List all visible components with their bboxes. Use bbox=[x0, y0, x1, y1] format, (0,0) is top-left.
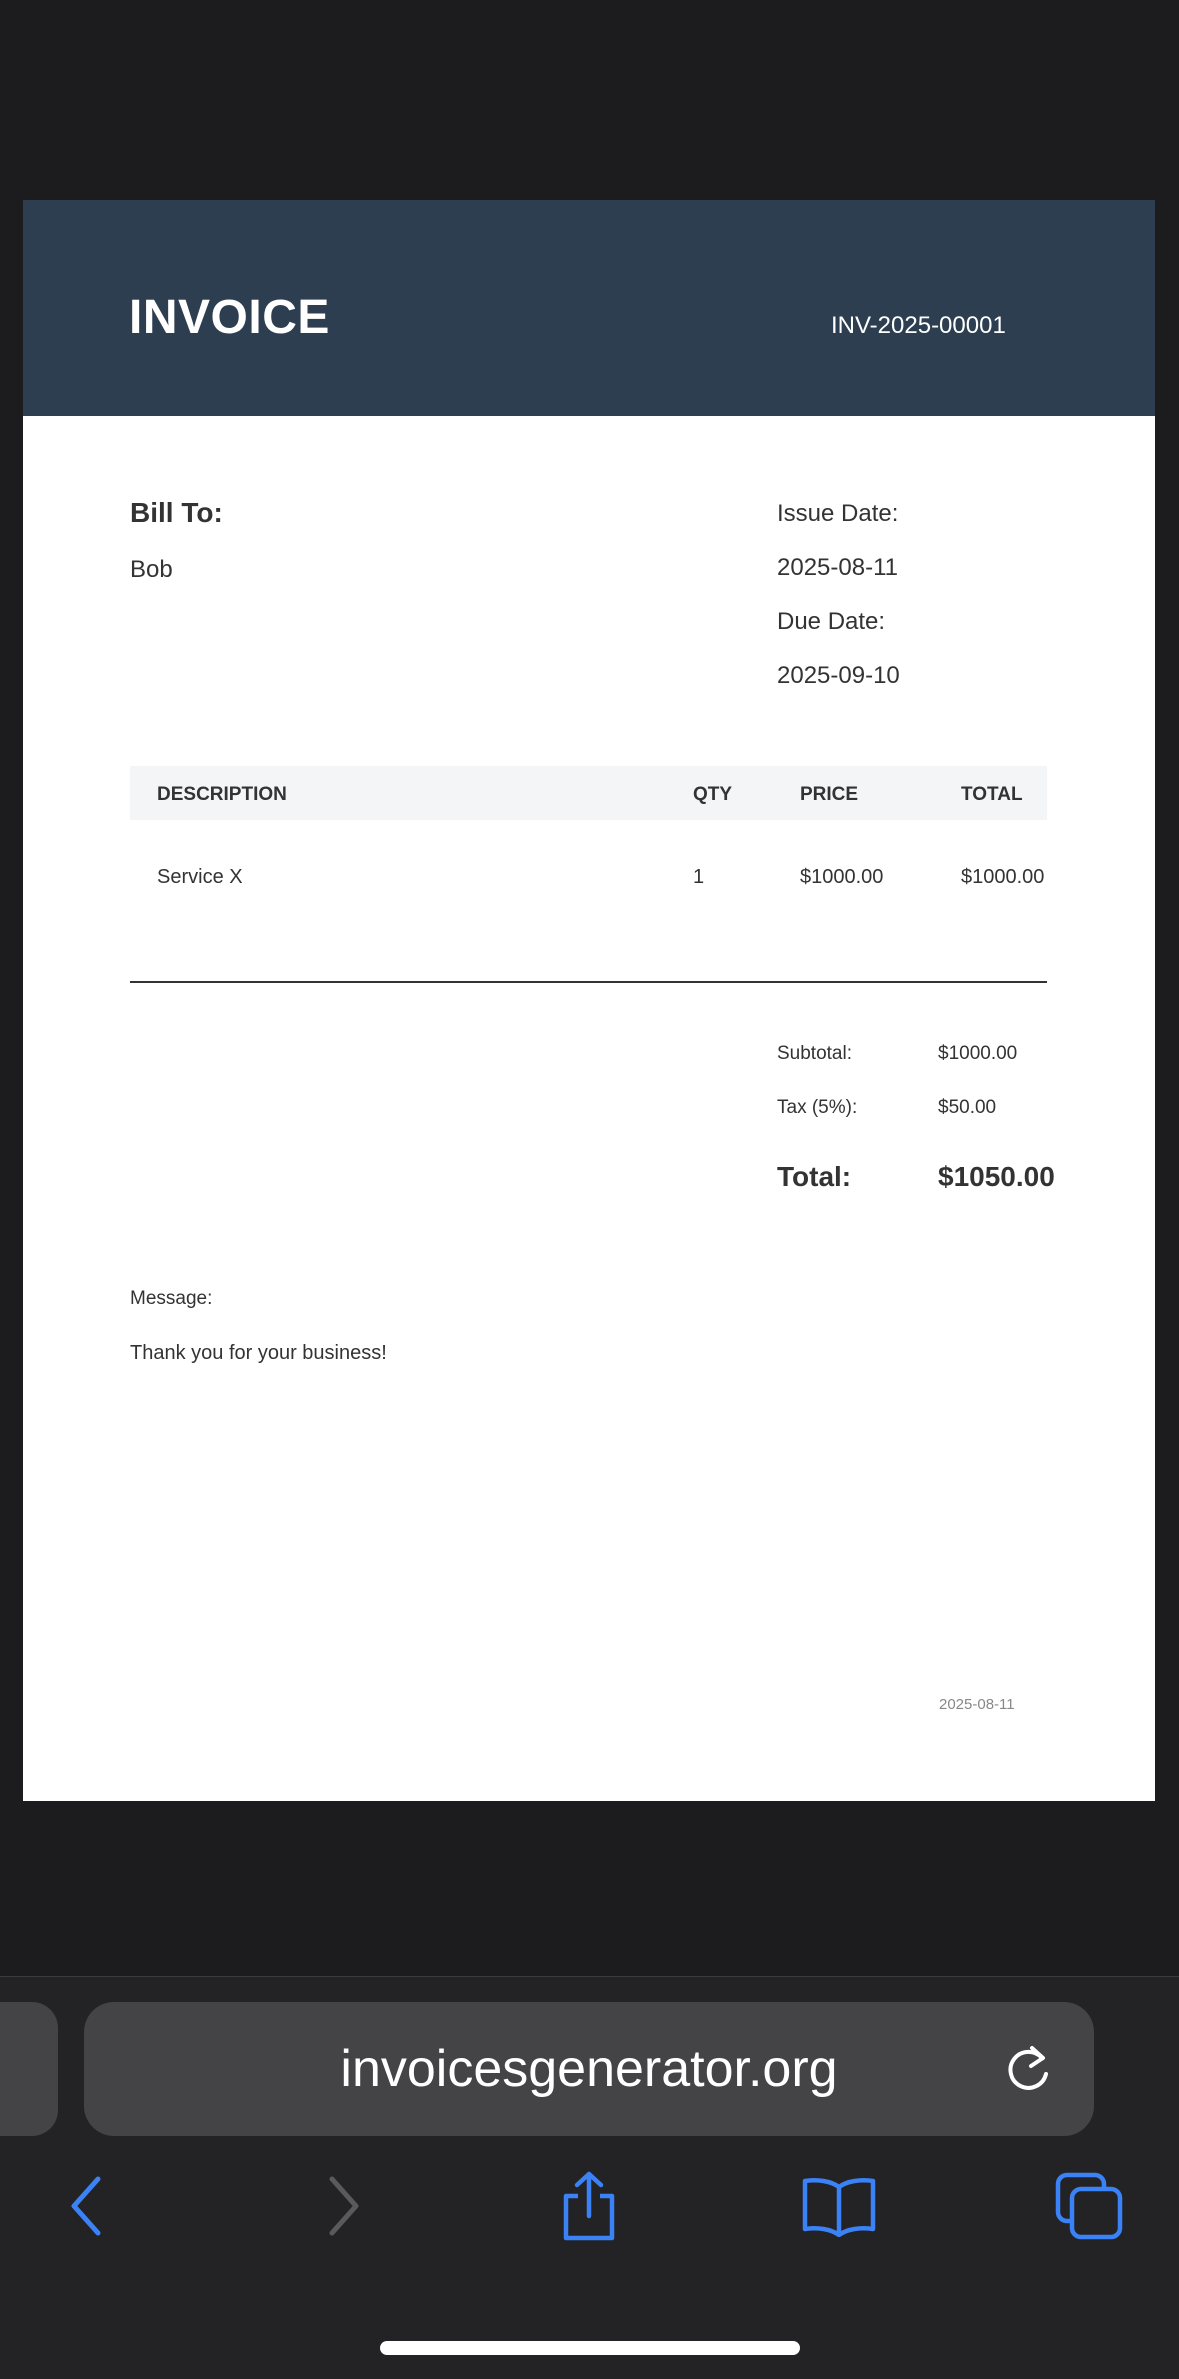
tabs-button[interactable] bbox=[1034, 2153, 1144, 2263]
footer-date: 2025-08-11 bbox=[939, 1696, 1015, 1713]
bookmarks-button[interactable] bbox=[784, 2153, 894, 2263]
column-header-price: PRICE bbox=[800, 784, 859, 805]
forward-icon bbox=[318, 2173, 368, 2244]
item-price: $1000.00 bbox=[800, 866, 884, 888]
browser-chrome bbox=[0, 1976, 1179, 2379]
table-header bbox=[130, 766, 1047, 820]
subtotal-label: Subtotal: bbox=[777, 1043, 852, 1064]
column-header-description: DESCRIPTION bbox=[157, 784, 287, 805]
bill-to-name: Bob bbox=[130, 556, 173, 583]
message-label: Message: bbox=[130, 1288, 213, 1309]
totals-divider bbox=[130, 981, 1047, 983]
due-date: 2025-09-10 bbox=[777, 662, 900, 689]
message-text: Thank you for your business! bbox=[130, 1342, 387, 1364]
bill-to-label: Bill To: bbox=[130, 497, 223, 528]
total-label: Total: bbox=[777, 1161, 852, 1192]
tax-label: Tax (5%): bbox=[777, 1097, 858, 1118]
issue-date: 2025-08-11 bbox=[777, 554, 898, 581]
totals-block bbox=[777, 1043, 1077, 1221]
due-date-label: Due Date: bbox=[777, 608, 886, 635]
total-row bbox=[777, 1161, 1077, 1221]
tax-row bbox=[777, 1097, 1077, 1151]
share-button[interactable] bbox=[534, 2153, 644, 2263]
total-value: $1050.00 bbox=[938, 1161, 1055, 1192]
invoice-title: INVOICE bbox=[129, 291, 330, 344]
invoice-document bbox=[23, 200, 1155, 1801]
column-header-total: TOTAL bbox=[961, 784, 1023, 805]
table-row bbox=[130, 820, 1047, 928]
previous-tab-peek[interactable] bbox=[0, 2002, 58, 2136]
tax-value: $50.00 bbox=[938, 1097, 997, 1118]
subtotal-value: $1000.00 bbox=[938, 1043, 1018, 1064]
subtotal-row bbox=[777, 1043, 1077, 1097]
column-header-qty: QTY bbox=[693, 784, 733, 805]
tabs-icon bbox=[1054, 2171, 1124, 2246]
invoice-number: INV-2025-00001 bbox=[831, 312, 1006, 339]
invoice-header bbox=[23, 200, 1155, 416]
items-table bbox=[130, 766, 1047, 928]
browser-toolbar bbox=[0, 2153, 1179, 2263]
back-icon bbox=[62, 2173, 112, 2244]
item-qty: 1 bbox=[693, 866, 705, 888]
forward-button[interactable] bbox=[288, 2153, 398, 2263]
home-indicator bbox=[380, 2341, 800, 2355]
bookmarks-icon bbox=[801, 2175, 877, 2242]
back-button[interactable] bbox=[32, 2153, 142, 2263]
issue-date-label: Issue Date: bbox=[777, 500, 899, 527]
date-block bbox=[777, 500, 900, 716]
item-total: $1000.00 bbox=[961, 866, 1045, 888]
item-description: Service X bbox=[157, 866, 243, 888]
share-icon bbox=[558, 2170, 620, 2247]
reload-icon[interactable] bbox=[1002, 2042, 1056, 2096]
url-text[interactable]: invoicesgenerator.org bbox=[340, 2040, 838, 2098]
address-bar[interactable] bbox=[84, 2002, 1094, 2136]
